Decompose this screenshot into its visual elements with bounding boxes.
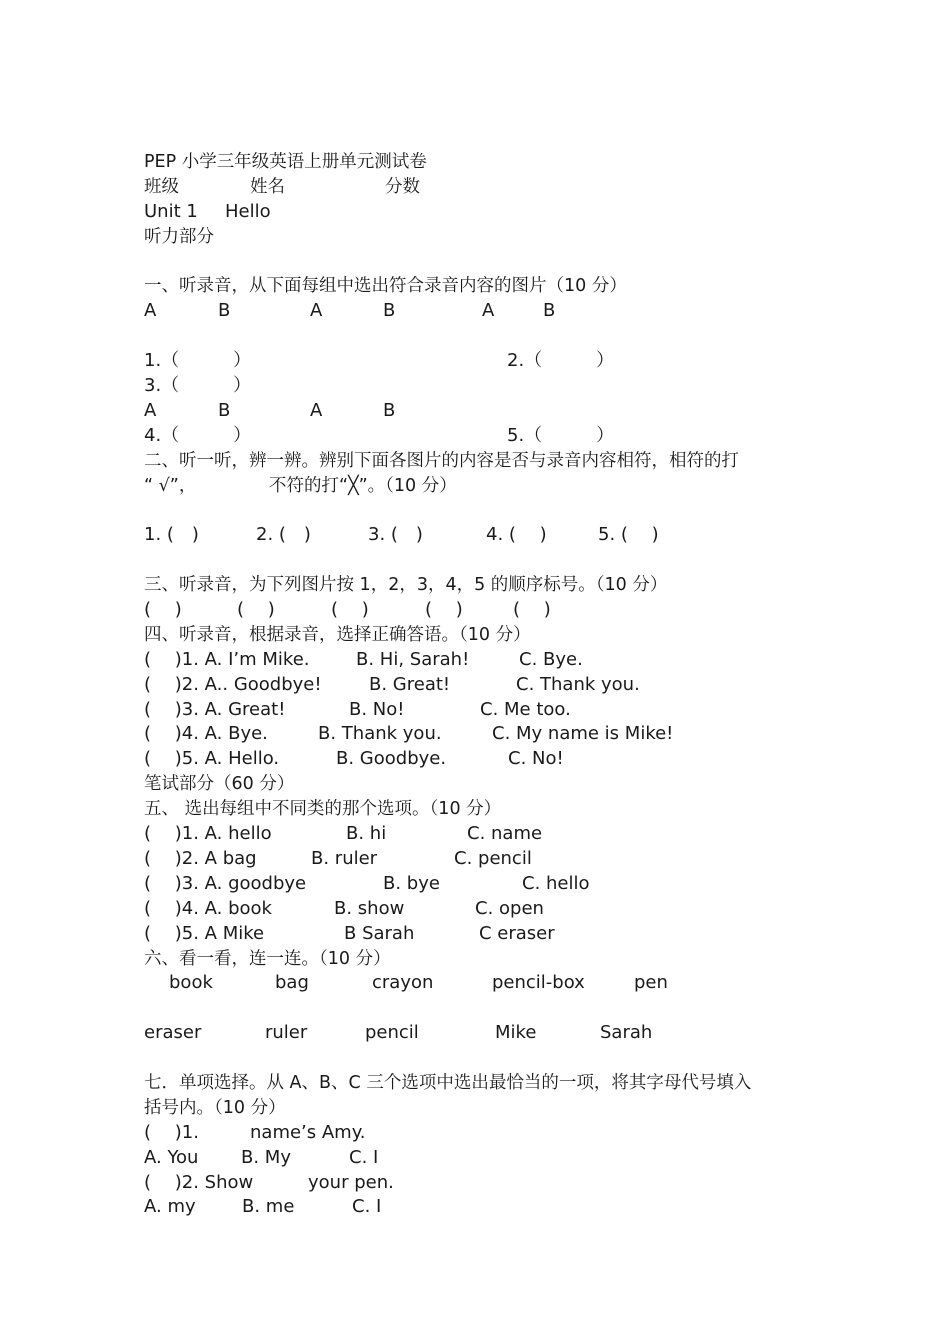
question-row: ( )2. A.. Goodbye! B. Great! C. Thank you.: [144, 673, 640, 695]
answer-row: [144, 424, 824, 449]
answer-blank[interactable]: 5.（ ）: [507, 424, 615, 446]
answer-blank[interactable]: 5. ( ): [598, 524, 659, 546]
options-row: A. You B. My C. I: [144, 1146, 379, 1168]
written-part-title: 笔试部分（60 分）: [144, 774, 295, 795]
section-2-heading-cont: “ √”， 不符的打“╳”。（10 分）: [144, 475, 457, 496]
question-row: ( )4. A. Bye. B. Thank you. C. My name is Mike!: [144, 723, 674, 745]
name-label: 姓名: [250, 176, 285, 197]
section-3-heading: 三、听录音，为下列图片按 1，2，3，4，5 的顺序标号。（10 分）: [144, 575, 668, 596]
word-row: [144, 1021, 824, 1046]
answer-blank[interactable]: 1.（ ）: [144, 350, 252, 372]
question-row: ( )1. A. I’m Mike. B. Hi, Sarah! C. Bye.: [144, 648, 583, 670]
answer-blank[interactable]: 2. ( ): [256, 524, 311, 546]
answer-row: [144, 349, 824, 374]
section-2-heading: 二、听一听，辨一辨。辨别下面各图片的内容是否与录音内容相符，相符的打: [144, 450, 739, 471]
unit-name: Hello: [225, 200, 271, 222]
choice-letters-row: A B A B A B: [144, 300, 556, 322]
match-word[interactable]: eraser: [144, 1022, 202, 1044]
question-row: ( )3. A. goodbye B. bye C. hello: [144, 872, 590, 894]
answer-blank[interactable]: 4.（ ）: [144, 424, 252, 446]
unit-heading: [144, 200, 824, 225]
answer-blank[interactable]: 3.（ ）: [144, 375, 252, 397]
choice-letters-row: A B A B: [144, 399, 396, 421]
student-info-row: [144, 175, 824, 200]
answer-blank[interactable]: 2.（ ）: [507, 350, 615, 372]
match-word[interactable]: bag: [275, 972, 309, 994]
section-5-heading: 五、 选出每组中不同类的那个选项。（10 分）: [144, 799, 502, 820]
question-row: ( )3. A. Great! B. No! C. Me too.: [144, 698, 571, 720]
score-label: 分数: [385, 176, 420, 197]
section-7-heading: 七．单项选择。从 A、B、C 三个选项中选出最恰当的一项，将其字母代号填入: [144, 1072, 752, 1093]
match-word[interactable]: Sarah: [600, 1022, 653, 1044]
answer-blank[interactable]: 4. ( ): [486, 524, 547, 546]
answer-blank[interactable]: ( ): [331, 599, 369, 621]
answer-row: [144, 523, 824, 548]
match-word[interactable]: ruler: [265, 1022, 308, 1044]
listening-part-title: 听力部分: [144, 226, 214, 247]
answer-row: [144, 598, 824, 623]
answer-blank[interactable]: ( ): [425, 599, 463, 621]
question-row: ( )5. A Mike B Sarah C eraser: [144, 922, 555, 944]
answer-blank[interactable]: ( ): [144, 599, 182, 621]
question-row: ( )1. A. hello B. hi C. name: [144, 823, 543, 845]
exam-page: [144, 150, 824, 1220]
match-word[interactable]: crayon: [372, 972, 434, 994]
options-row: A. my B. me C. I: [144, 1196, 382, 1218]
unit-number: Unit 1: [144, 200, 198, 222]
match-word[interactable]: Mike: [495, 1022, 537, 1044]
answer-blank[interactable]: ( ): [237, 599, 275, 621]
answer-row: [144, 374, 824, 399]
question-row: ( )2. Show your pen.: [144, 1171, 394, 1193]
answer-blank[interactable]: 1. ( ): [144, 524, 199, 546]
section-6-heading: 六、看一看，连一连。（10 分）: [144, 948, 391, 969]
match-word[interactable]: pencil: [365, 1022, 419, 1044]
exam-title: PEP 小学三年级英语上册单元测试卷: [144, 152, 427, 172]
section-1-heading: 一、听录音，从下面每组中选出符合录音内容的图片（10 分）: [144, 276, 627, 297]
answer-blank[interactable]: 3. ( ): [368, 524, 423, 546]
match-word[interactable]: pen: [634, 972, 668, 994]
question-row: ( )4. A. book B. show C. open: [144, 897, 544, 919]
section-7-heading-cont: 括号内。（10 分）: [144, 1097, 286, 1118]
section-4-heading: 四、听录音，根据录音，选择正确答语。（10 分）: [144, 624, 531, 645]
word-row: [144, 971, 824, 996]
question-row: ( )2. A bag B. ruler C. pencil: [144, 847, 532, 869]
class-label: 班级: [144, 176, 179, 197]
match-word[interactable]: pencil-box: [492, 972, 585, 994]
match-word[interactable]: book: [169, 972, 213, 994]
question-row: ( )1. name’s Amy.: [144, 1121, 366, 1143]
answer-blank[interactable]: ( ): [513, 599, 551, 621]
question-row: ( )5. A. Hello. B. Goodbye. C. No!: [144, 748, 564, 770]
